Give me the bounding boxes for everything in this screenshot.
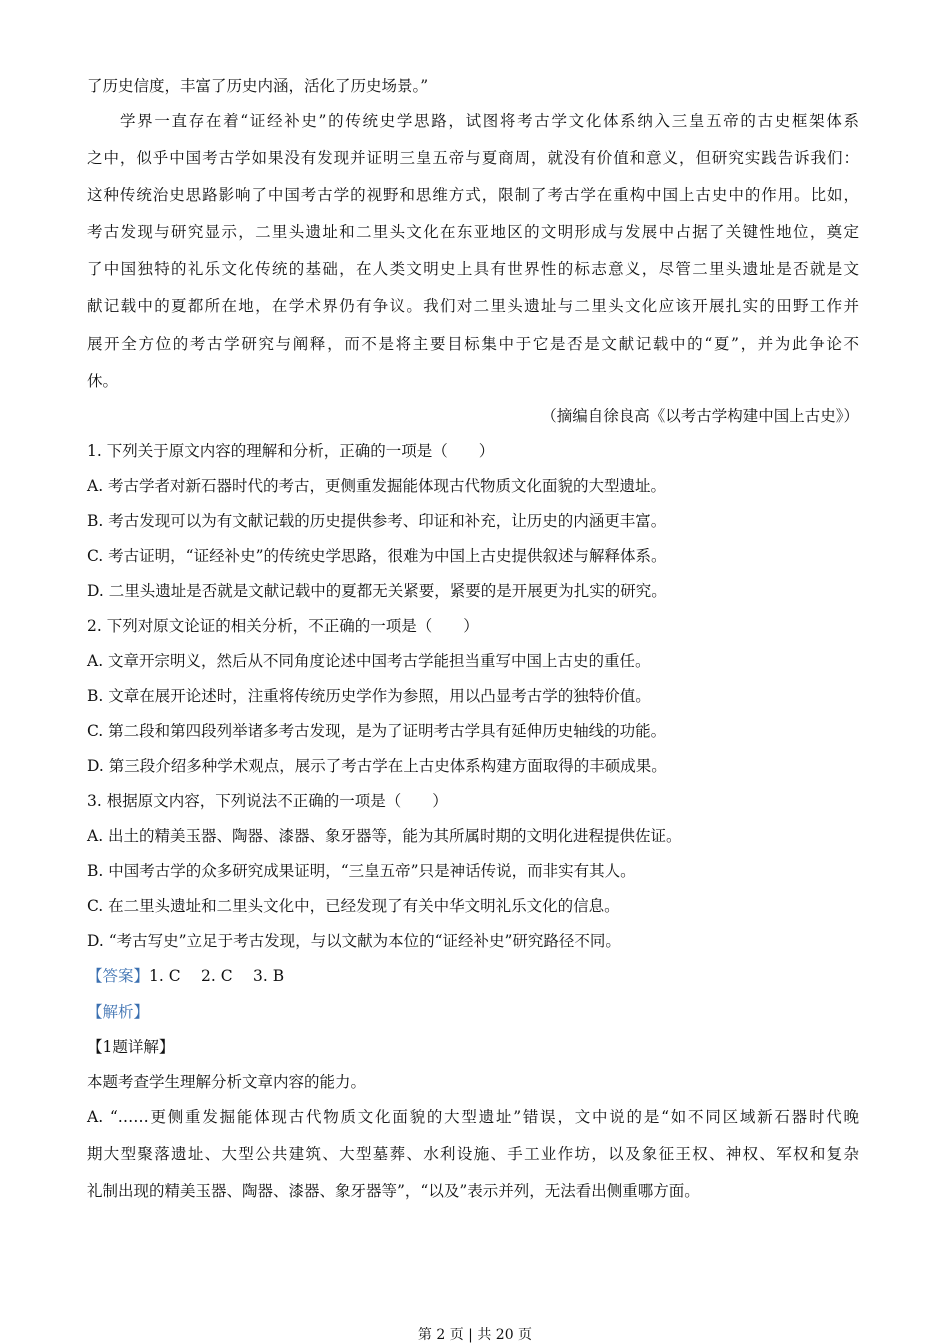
question-option: C. 第二段和第四段列举诸多考古发现，是为了证明考古学具有延伸历史轴线的功能。: [87, 722, 667, 740]
page-footer: 第 2 页 | 共 20 页: [417, 1327, 533, 1343]
passage-line: 学界一直存在着“证经补史”的传统史学思路，试图将考古学文化体系纳入三皇五帝的古史框架体系: [120, 112, 859, 130]
passage-line: 展开全方位的考古学研究与阐释，而不是将主要目标集中于它是否是文献记载中的“夏”，并为此争论不: [87, 335, 859, 353]
analysis-line: 礼制出现的精美玉器、陶器、漆器、象牙器等”，“以及”表示并列，无法看出侧重哪方面。: [87, 1182, 700, 1200]
answer-line: [87, 966, 859, 986]
analysis-label: 【解析】: [87, 1003, 150, 1021]
sub-heading: 【1题详解】: [87, 1038, 175, 1056]
question-option: B. 中国考古学的众多研究成果证明，“三皇五帝”只是神话传说，而非实有其人。: [87, 862, 636, 880]
passage-line: 之中，似乎中国考古学如果没有发现并证明三皇五帝与夏商周，就没有价值和意义，但研究实践告诉我们：: [87, 149, 859, 167]
attribution: （摘编自徐良高《以考古学构建中国上古史》）: [541, 407, 859, 425]
question-option: A. 文章开宗明义，然后从不同角度论述中国考古学能担当重写中国上古史的重任。: [87, 652, 651, 670]
question-option: C. 考古证明，“证经补史”的传统史学思路，很难为中国上古史提供叙述与解释体系。: [87, 547, 667, 565]
passage-line: 考古发现与研究显示，二里头遗址和二里头文化在东亚地区的文明形成与发展中占据了关键性地位，奠定: [87, 223, 859, 241]
answer-value: 1. C 2. C 3. B: [149, 967, 285, 985]
question-option: A. 考古学者对新石器时代的考古，更侧重发掘能体现古代物质文化面貌的大型遗址。: [87, 477, 667, 495]
question-option: D. 二里头遗址是否就是文献记载中的夏都无关紧要，紧要的是开展更为扎实的研究。: [87, 582, 667, 600]
passage-line: 了历史信度，丰富了历史内涵，活化了历史场景。”: [87, 77, 429, 95]
analysis-line: A. “……更侧重发掘能体现古代物质文化面貌的大型遗址”错误，文中说的是“如不同区域新石器时代晚: [87, 1108, 859, 1126]
question-option: B. 文章在展开论述时，注重将传统历史学作为参照，用以凸显考古学的独特价值。: [87, 687, 651, 705]
question-option: C. 在二里头遗址和二里头文化中，已经发现了有关中华文明礼乐文化的信息。: [87, 897, 620, 915]
passage-line: 休。: [87, 372, 119, 390]
question-stem: 1. 下列关于原文内容的理解和分析，正确的一项是（ ）: [87, 442, 495, 460]
passage-line: 献记载中的夏都所在地，在学术界仍有争议。我们对二里头遗址与二里头文化应该开展扎实的田野工作并: [87, 297, 859, 315]
passage-line: 这种传统治史思路影响了中国考古学的视野和思维方式，限制了考古学在重构中国上古史中的作用。比如，: [87, 186, 859, 204]
passage-line: 了中国独特的礼乐文化传统的基础，在人类文明史上具有世界性的标志意义，尽管二里头遗址是否就是文: [87, 260, 859, 278]
question-option: D. 第三段介绍多种学术观点，展示了考古学在上古史体系构建方面取得的丰硕成果。: [87, 757, 667, 775]
analysis-line: 期大型聚落遗址、大型公共建筑、大型墓葬、水利设施、手工业作坊，以及象征王权、神权、军权和复杂: [87, 1145, 859, 1163]
question-option: D. “考古写史”立足于考古发现，与以文献为本位的“证经补史”研究路径不同。: [87, 932, 621, 950]
question-stem: 2. 下列对原文论证的相关分析，不正确的一项是（ ）: [87, 617, 479, 635]
answer-label: 【答案】: [87, 967, 150, 985]
question-option: B. 考古发现可以为有文献记载的历史提供参考、印证和补充，让历史的内涵更丰富。: [87, 512, 667, 530]
question-option: A. 出土的精美玉器、陶器、漆器、象牙器等，能为其所属时期的文明化进程提供佐证。: [87, 827, 682, 845]
question-stem: 3. 根据原文内容，下列说法不正确的一项是（ ）: [87, 792, 448, 810]
analysis-intro: 本题考查学生理解分析文章内容的能力。: [87, 1073, 367, 1091]
